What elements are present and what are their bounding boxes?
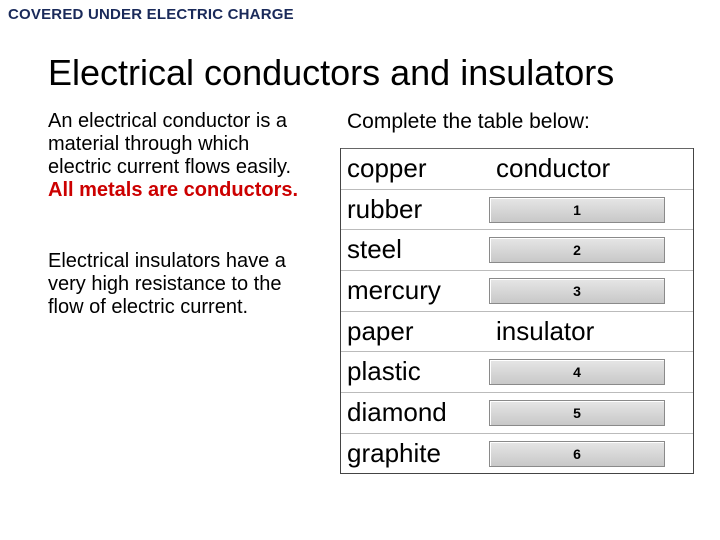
table-row-diamond xyxy=(341,392,693,433)
slide-title: Electrical conductors and insulators xyxy=(48,52,615,93)
table-row-copper xyxy=(341,148,693,189)
type-cell: conductor xyxy=(496,153,611,183)
slide-header: COVERED UNDER ELECTRIC CHARGE xyxy=(8,6,294,23)
insulator-definition: Electrical insulators have a very high resistance to the flow of electric current. xyxy=(48,250,286,318)
material-cell: diamond xyxy=(347,397,447,428)
metals-note: All metals are conductors. xyxy=(48,179,299,201)
conductor-definition xyxy=(48,110,313,202)
definitions-panel xyxy=(48,110,313,319)
answer-box-1[interactable]: 1 xyxy=(489,197,665,223)
material-cell: paper xyxy=(347,315,414,346)
material-cell: plastic xyxy=(347,356,421,387)
table-instruction: Complete the table below: xyxy=(347,110,590,133)
table-row-steel xyxy=(341,229,693,270)
answer-box-2[interactable]: 2 xyxy=(489,237,665,263)
table-row-paper xyxy=(341,311,693,352)
material-cell: mercury xyxy=(347,275,441,306)
material-cell: steel xyxy=(347,234,402,265)
material-cell: copper xyxy=(347,153,427,183)
table-row-plastic xyxy=(341,351,693,392)
material-cell: rubber xyxy=(347,193,423,224)
materials-table xyxy=(340,148,694,474)
type-cell: insulator xyxy=(496,315,595,346)
answer-box-6[interactable]: 6 xyxy=(489,441,665,467)
material-cell: graphite xyxy=(347,437,441,468)
table-row-mercury xyxy=(341,270,693,311)
conductor-definition-text: An electrical conductor is a material through which electric current flows easily. xyxy=(48,110,292,178)
answer-box-4[interactable]: 4 xyxy=(489,359,665,385)
table-row-rubber xyxy=(341,189,693,230)
answer-box-3[interactable]: 3 xyxy=(489,278,665,304)
table-row-graphite xyxy=(341,433,693,474)
answer-box-5[interactable]: 5 xyxy=(489,400,665,426)
